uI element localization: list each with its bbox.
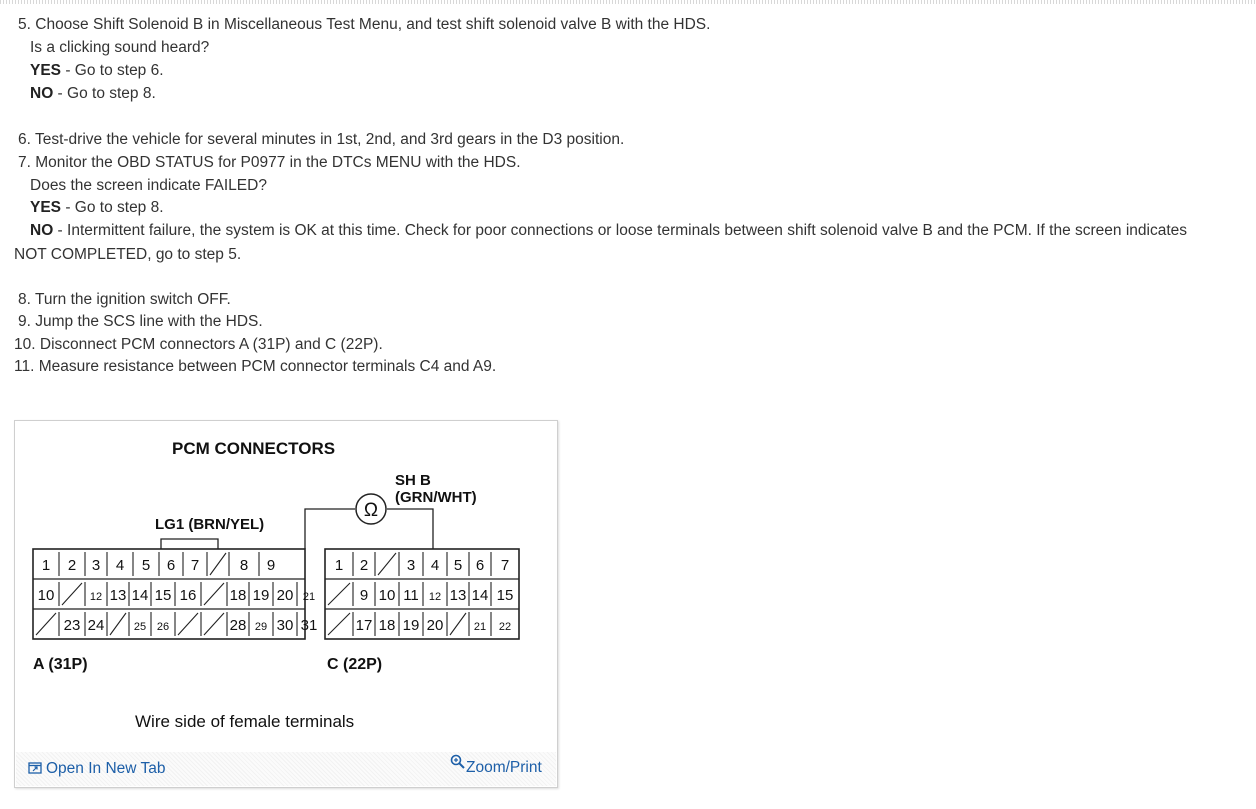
connector-c-label: C (22P) [327, 656, 383, 673]
connector-c [325, 549, 519, 639]
figure-toolbar [16, 752, 556, 786]
step-7-no-continued: NOT COMPLETED, go to step 5. [14, 246, 242, 263]
connector-a-terminal-10: 10 [37, 587, 55, 604]
connector-c-terminal-12: 12 [428, 591, 442, 603]
connector-a-terminal-13: 13 [109, 587, 127, 604]
connector-a-terminal-16: 16 [179, 587, 197, 604]
connector-c-terminal-2: 2 [359, 557, 369, 574]
diagram-title: PCM CONNECTORS [172, 439, 336, 458]
connector-a-terminal-23: 23 [63, 617, 81, 634]
connector-a-label: A (31P) [33, 656, 88, 673]
pcm-connector-figure [14, 420, 558, 788]
connector-a-terminal-20: 20 [276, 587, 294, 604]
connector-a-terminal-15: 15 [154, 587, 172, 604]
connector-a-terminal-24: 24 [87, 617, 105, 634]
connector-a-terminal-5: 5 [141, 557, 151, 574]
zoom-print-label: Zoom/Print [466, 759, 542, 776]
connector-c-terminal-17: 17 [355, 617, 373, 634]
connector-c-terminal-19: 19 [402, 617, 420, 634]
connector-a-terminal-12: 12 [89, 591, 103, 603]
connector-a-terminal-18: 18 [229, 587, 247, 604]
connector-c-outline [325, 549, 519, 639]
connector-a-terminal-14: 14 [131, 587, 149, 604]
connector-a-terminal-26: 26 [156, 621, 170, 633]
step-5-no: NO - Go to step 8. [30, 85, 156, 102]
connector-c-terminal-5: 5 [453, 557, 463, 574]
step-5-question: Is a clicking sound heard? [30, 39, 210, 56]
step-10-line: 10. Disconnect PCM connectors A (31P) and C (22P). [14, 336, 383, 353]
step-11-line: 11. Measure resistance between PCM connector terminals C4 and A9. [14, 358, 497, 375]
top-divider [0, 0, 1256, 4]
connector-c-terminal-11: 11 [403, 587, 419, 604]
step-5-line: 5. Choose Shift Solenoid B in Miscellaneous Test Menu, and test shift solenoid valve B with the HDS. [18, 16, 711, 33]
connector-a [33, 549, 317, 639]
magnifier-icon [450, 754, 466, 770]
connector-a-terminal-6: 6 [166, 557, 176, 574]
step-7-yes: YES - Go to step 8. [30, 199, 164, 216]
connector-a-terminal-19: 19 [252, 587, 270, 604]
connector-c-terminal-15: 15 [496, 587, 514, 604]
ohm-symbol: Ω [363, 500, 379, 521]
open-new-tab-link[interactable] [28, 760, 165, 778]
connector-c-terminal-21: 21 [473, 621, 487, 633]
connector-c-terminal-7: 7 [500, 557, 510, 574]
connector-a-terminal-8: 8 [239, 557, 249, 574]
connector-c-terminal-9: 9 [359, 587, 369, 604]
step-9-line: 9. Jump the SCS line with the HDS. [18, 313, 263, 330]
connector-c-terminal-4: 4 [430, 557, 440, 574]
connector-c-terminal-10: 10 [378, 587, 396, 604]
connector-c-terminal-13: 13 [449, 587, 467, 604]
diagram-caption: Wire side of female terminals [135, 712, 355, 731]
step-7-no: NO - Intermittent failure, the system is OK at this time. Check for poor connections or loose terminals between shift solenoid valve B and the PCM. If the screen indicates [30, 222, 1187, 239]
connector-c-terminal-18: 18 [378, 617, 396, 634]
step-5-yes: YES - Go to step 6. [30, 62, 164, 79]
step-7-line: 7. Monitor the OBD STATUS for P0977 in the DTCs MENU with the HDS. [18, 154, 521, 171]
zoom-print-link[interactable] [450, 754, 542, 777]
shb-wire-label: (GRN/WHT) [395, 489, 477, 506]
connector-a-terminal-9: 9 [266, 557, 276, 574]
connector-a-terminal-4: 4 [115, 557, 125, 574]
connector-a-terminal-31: 31 [300, 617, 318, 634]
connector-a-terminal-2: 2 [67, 557, 77, 574]
connector-a-terminal-1: 1 [41, 557, 51, 574]
connector-a-terminal-30: 30 [276, 617, 294, 634]
connector-c-terminal-6: 6 [475, 557, 485, 574]
connector-c-terminal-20: 20 [426, 617, 444, 634]
connector-c-terminal-22: 22 [498, 621, 512, 633]
open-new-tab-label: Open In New Tab [46, 760, 166, 777]
connector-c-terminal-3: 3 [406, 557, 416, 574]
step-8-line: 8. Turn the ignition switch OFF. [18, 291, 231, 308]
connector-c-terminal-1: 1 [334, 557, 344, 574]
step-7-question: Does the screen indicate FAILED? [30, 177, 267, 194]
shb-label: SH B [395, 472, 431, 489]
connector-a-terminal-7: 7 [190, 557, 200, 574]
pcm-connector-diagram [15, 421, 555, 751]
new-tab-icon [28, 762, 42, 774]
connector-a-terminal-25: 25 [133, 621, 147, 633]
lg1-label: LG1 (BRN/YEL) [155, 516, 265, 533]
connector-a-terminal-21: 21 [302, 591, 316, 603]
connector-a-terminal-28: 28 [229, 617, 247, 634]
connector-c-terminal-14: 14 [471, 587, 489, 604]
connector-a-terminal-3: 3 [91, 557, 101, 574]
step-6-line: 6. Test-drive the vehicle for several minutes in 1st, 2nd, and 3rd gears in the D3 position. [18, 131, 625, 148]
connector-a-terminal-29: 29 [254, 621, 268, 633]
